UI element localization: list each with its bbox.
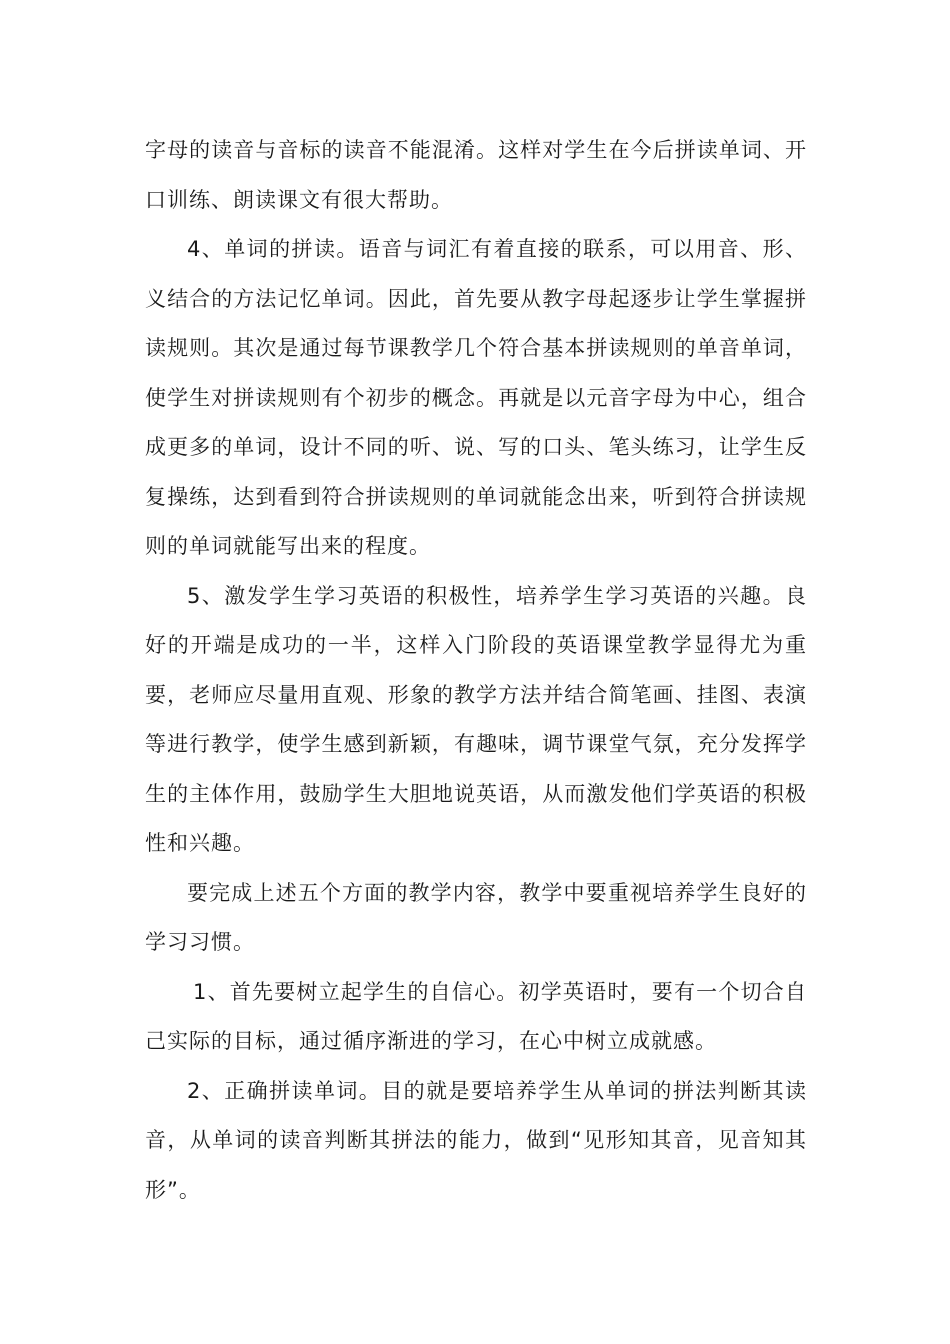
paragraph-self-confidence: 1、首先要树立起学生的自信心。初学英语时，要有一个切合自己实际的目标，通过循序渐进的学习，在心中树立成就感。 [145, 979, 807, 1053]
document-body [145, 126, 807, 1215]
paragraph-interest: 5、激发学生学习英语的积极性，培养学生学习英语的兴趣。良好的开端是成功的一半，这样入门阶段的英语课堂教学显得尤为重要，老师应尽量用直观、形象的教学方法并结合简笔画、挂图、表演等进行教学，使学生感到新颖，有趣味，调节课堂气氛，充分发挥学生的主体作用，鼓励学生大胆地说英语，从而激发他们学英语的积极性和兴趣。 [145, 583, 807, 855]
paragraph-correct-spelling: 2、正确拼读单词。目的就是要培养学生从单词的拼法判断其读音，从单词的读音判断其拼法的能力，做到“见形知其音，见音知其形”。 [145, 1078, 807, 1202]
paragraph-continuation: 字母的读音与音标的读音不能混淆。这样对学生在今后拼读单词、开口训练、朗读课文有很大帮助。 [145, 138, 807, 212]
paragraph-word-spelling: 4、单词的拼读。语音与词汇有着直接的联系，可以用音、形、义结合的方法记忆单词。因此，首先要从教字母起逐步让学生掌握拼读规则。其次是通过每节课教学几个符合基本拼读规则的单音单词，使学生对拼读规则有个初步的概念。再就是以元音字母为中心，组合成更多的单词，设计不同的听、说、写的口头、笔头练习，让学生反复操练，达到看到符合拼读规则的单词就能念出来，听到符合拼读规则的单词就能写出来的程度。 [145, 237, 807, 558]
paragraph-study-habits: 要完成上述五个方面的教学内容，教学中要重视培养学生良好的学习习惯。 [145, 880, 807, 954]
